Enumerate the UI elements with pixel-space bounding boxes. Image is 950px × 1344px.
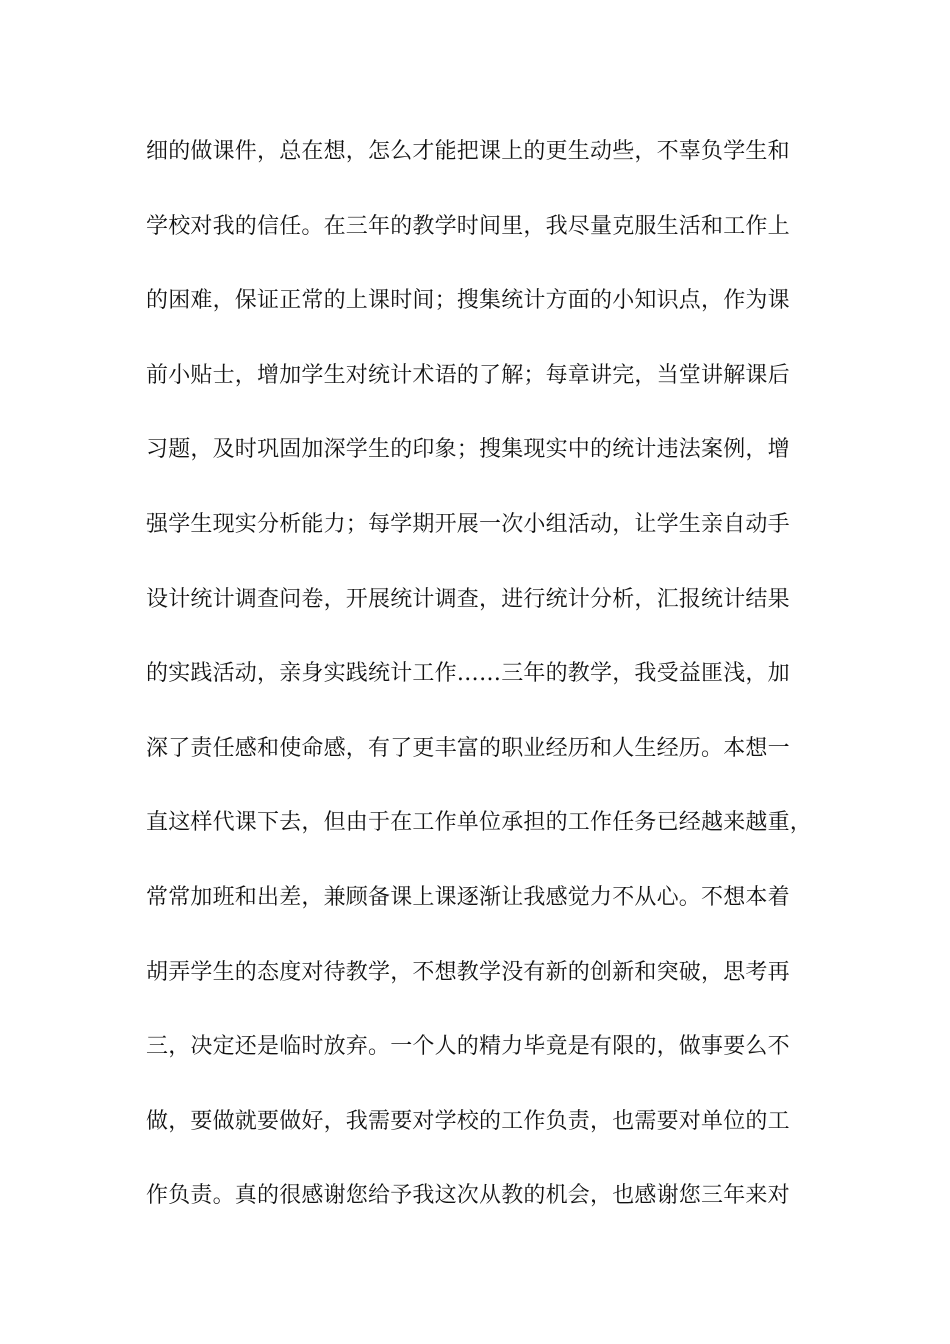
- text-line: 的困难，保证正常的上课时间；搜集统计方面的小知识点，作为课: [146, 288, 790, 314]
- text-line: 胡弄学生的态度对待教学，不想教学没有新的创新和突破，思考再: [146, 959, 790, 985]
- text-line: 习题，及时巩固加深学生的印象；搜集现实中的统计违法案例，增: [146, 437, 790, 463]
- text-line: 深了责任感和使命感，有了更丰富的职业经历和人生经历。本想一: [146, 735, 790, 761]
- text-line: 常常加班和出差，兼顾备课上课逐渐让我感觉力不从心。不想本着: [146, 884, 790, 910]
- text-line: 前小贴士，增加学生对统计术语的了解；每章讲完，当堂讲解课后: [146, 362, 790, 388]
- text-line: 做，要做就要做好，我需要对学校的工作负责，也需要对单位的工: [146, 1108, 790, 1134]
- text-line: 作负责。真的很感谢您给予我这次从教的机会，也感谢您三年来对: [146, 1183, 790, 1209]
- text-line: 细的做课件，总在想，怎么才能把课上的更生动些，不辜负学生和: [146, 139, 790, 164]
- text-line: 的实践活动，亲身实践统计工作……三年的教学，我受益匪浅，加: [146, 661, 790, 687]
- body-text: [146, 132, 816, 1251]
- text-line: 强学生现实分析能力；每学期开展一次小组活动，让学生亲自动手: [146, 511, 790, 537]
- text-line: 直这样代课下去，但由于在工作单位承担的工作任务已经越来越重，: [146, 810, 813, 836]
- text-line: 设计统计调查问卷，开展统计调查，进行统计分析，汇报统计结果: [146, 586, 790, 612]
- text-line: 三，决定还是临时放弃。一个人的精力毕竟是有限的，做事要么不: [146, 1034, 790, 1060]
- text-line: 学校对我的信任。在三年的教学时间里，我尽量克服生活和工作上: [146, 213, 790, 239]
